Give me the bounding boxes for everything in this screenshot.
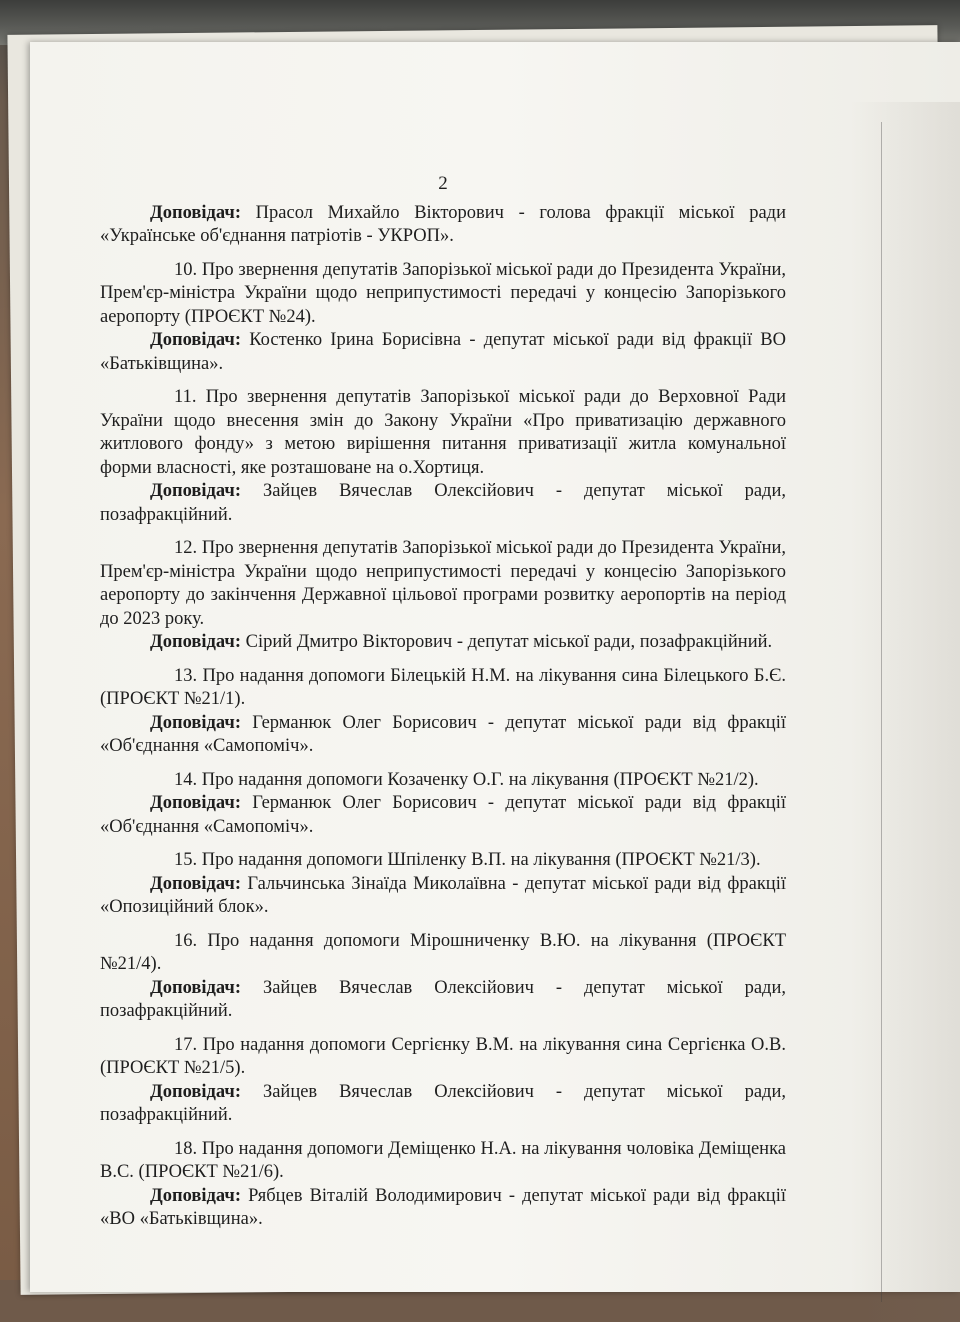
speaker-text: Сірий Дмитро Вікторович - депутат міської ради, позафракційний. xyxy=(241,632,773,652)
speaker-line xyxy=(100,792,786,839)
speaker-label: Доповідач: xyxy=(150,330,242,350)
speaker-text: Костенко Ірина Борисівна - депутат міської ради від фракції ВО «Батьківщина». xyxy=(100,330,786,374)
speaker-label: Доповідач: xyxy=(150,481,242,501)
speaker-line xyxy=(100,977,786,1024)
page-number: 2 xyxy=(438,173,448,194)
speaker-line xyxy=(100,631,786,655)
page-shadow-strip xyxy=(850,102,960,1322)
agenda-item: 16. Про надання допомоги Мірошниченку В.Ю. на лікування (ПРОЄКТ №21/4). xyxy=(100,930,786,974)
agenda-item: 10. Про звернення депутатів Запорізької міської ради до Президента України, Прем'єр-міністра України щодо неприпустимості передачі у концесію Запорізького аеропорту (ПРОЄКТ №24). xyxy=(100,259,786,327)
speaker-line xyxy=(100,712,786,759)
speaker-label: Доповідач: xyxy=(150,1185,242,1206)
speaker-text: Зайцев Вячеслав Олексійович - депутат міської ради, позафракційний. xyxy=(100,1081,786,1125)
document-content xyxy=(100,172,786,1232)
speaker-label: Доповідач: xyxy=(150,977,242,998)
speaker-label: Доповідач: xyxy=(150,793,242,813)
speaker-label: Доповідач: xyxy=(150,712,242,733)
agenda-item: 17. Про надання допомоги Сергієнку В.М. на лікування сина Сергієнка О.В. (ПРОЄКТ №21/5). xyxy=(100,1034,786,1078)
speaker-line xyxy=(100,480,786,527)
speaker-text: Германюк Олег Борисович - депутат міської ради від фракції «Об'єднання «Самопоміч». xyxy=(100,712,786,756)
agenda-item: 15. Про надання допомоги Шпіленку В.П. на лікування (ПРОЄКТ №21/3). xyxy=(174,850,761,870)
speaker-label: Доповідач: xyxy=(150,873,242,894)
speaker-line xyxy=(100,1185,786,1232)
speaker-label: Доповідач: xyxy=(150,632,242,652)
speaker-line xyxy=(100,1081,786,1128)
speaker-text: Гальчинська Зінаїда Миколаївна - депутат міської ради від фракції «Опозиційний блок». xyxy=(100,873,786,917)
speaker-line xyxy=(100,873,786,920)
speaker-text: Рябцев Віталій Володимирович - депутат міської ради від фракції «ВО «Батьківщина». xyxy=(100,1185,786,1229)
agenda-item: 14. Про надання допомоги Козаченку О.Г. на лікування (ПРОЄКТ №21/2). xyxy=(174,769,759,790)
agenda-item: 18. Про надання допомоги Деміщенко Н.А. на лікування чоловіка Деміщенка В.С. (ПРОЄКТ №21/6). xyxy=(100,1138,786,1182)
page-edge-line xyxy=(881,122,882,1302)
agenda-item: 12. Про звернення депутатів Запорізької міської ради до Президента України, Прем'єр-міністра України щодо неприпустимості передачі у концесію Запорізького аеропорту до закінчення Державної цільової програми розвитку аеропортів на період до 2023 року. xyxy=(100,538,786,629)
speaker-label: Доповідач: xyxy=(150,202,242,223)
speaker-line xyxy=(100,202,786,249)
speaker-line xyxy=(100,329,786,376)
speaker-text: Германюк Олег Борисович - депутат міської ради від фракції «Об'єднання «Самопоміч». xyxy=(100,793,786,837)
agenda-item: 13. Про надання допомоги Білецькій Н.М. на лікування сина Білецького Б.Є. (ПРОЄКТ №21/1). xyxy=(100,665,786,709)
agenda-item: 11. Про звернення депутатів Запорізької міської ради до Верховної Ради України щодо внесення змін до Закону України «Про приватизацію державного житлового фонду» з метою вирішення питання приватизації житла комунальної форми власності, яке розташоване на о.Хортиця. xyxy=(100,387,786,478)
speaker-label: Доповідач: xyxy=(150,1081,242,1102)
speaker-text: Прасол Михайло Вікторович - голова фракції міської ради «Українське об'єднання патріотів - УКРОП». xyxy=(100,202,786,246)
speaker-text: Зайцев Вячеслав Олексійович - депутат міської ради, позафракційний. xyxy=(100,977,786,1021)
speaker-text: Зайцев Вячеслав Олексійович - депутат міської ради, позафракційний. xyxy=(100,481,786,525)
